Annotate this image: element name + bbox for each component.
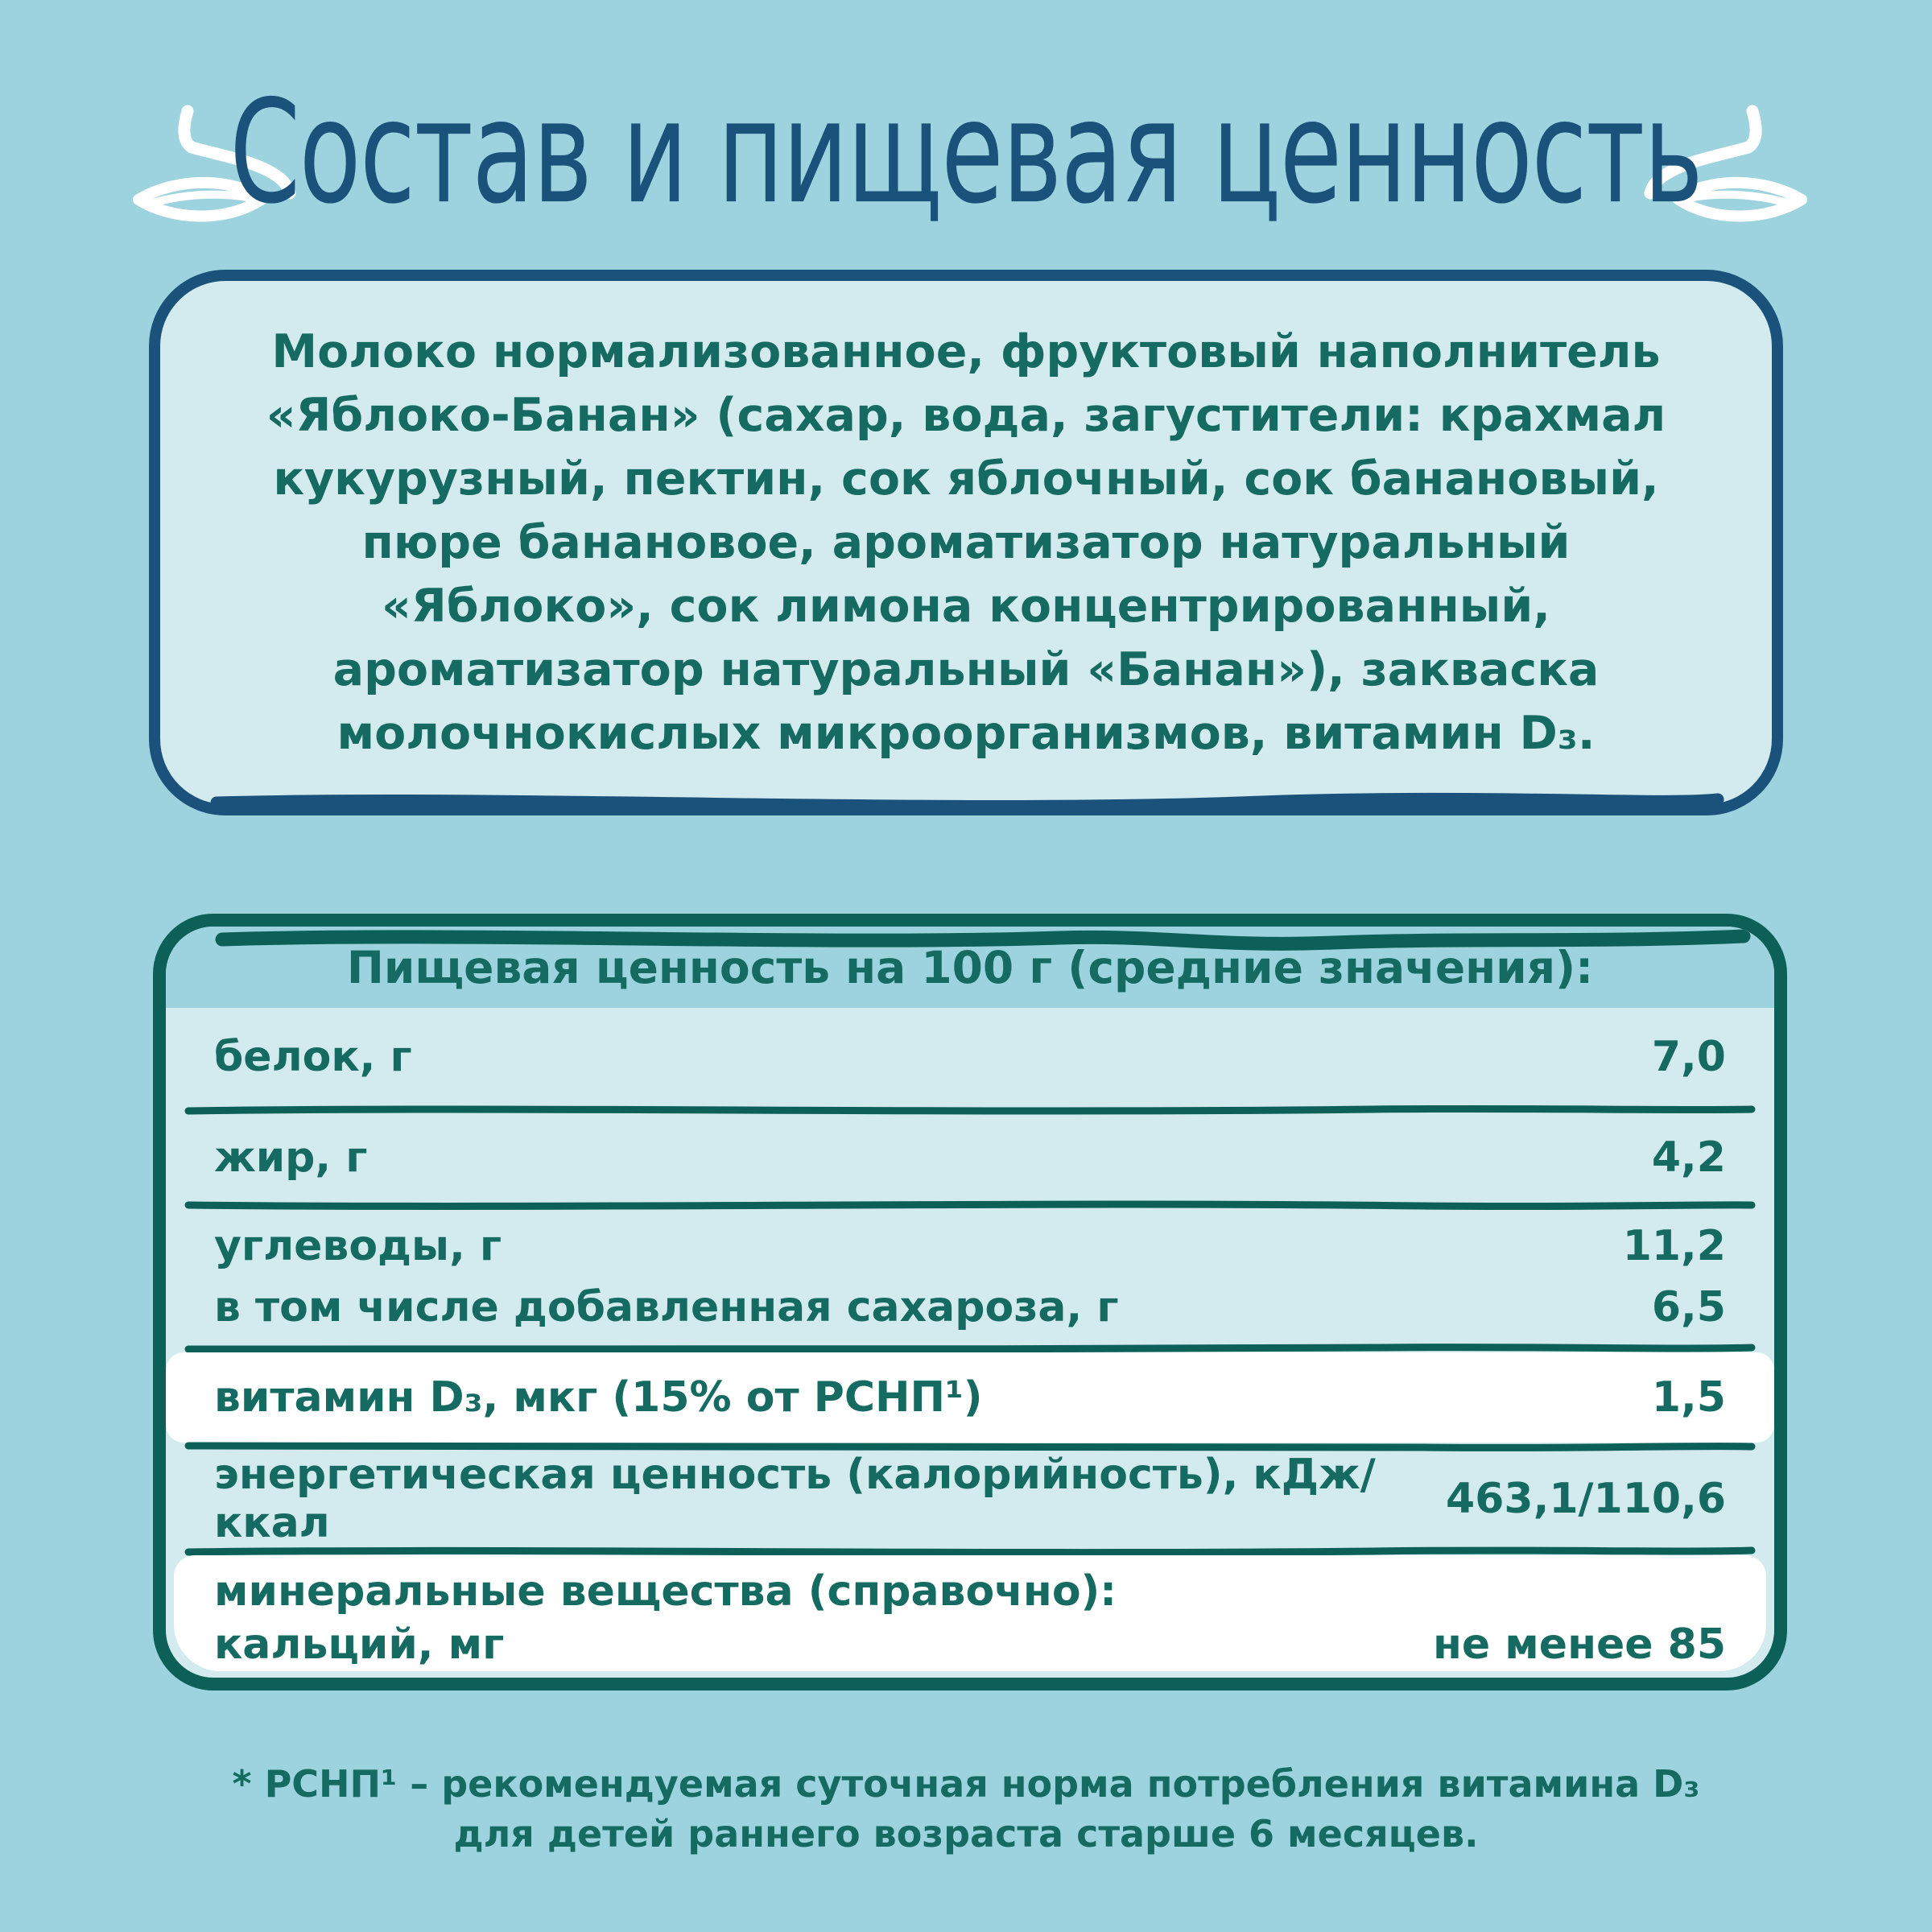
table-row	[166, 1451, 1774, 1547]
page-title: Состав и пищевая ценность	[229, 70, 1703, 236]
ingredients-line: «Яблоко», сок лимона концентрированный,	[382, 579, 1550, 633]
row-value: 7,0	[1651, 1033, 1726, 1081]
row-value: 4,2	[1651, 1133, 1726, 1182]
row-divider	[166, 1443, 1774, 1451]
highlight-row-minerals	[174, 1555, 1766, 1671]
hand-drawn-border-wave	[192, 790, 1738, 817]
highlight-row-vitamin-d	[166, 1352, 1774, 1443]
footnote-line: * РСНП¹ – рекомендуемая суточная норма потребления витамина D₃	[232, 1762, 1700, 1806]
footnote-line: для детей раннего возраста старше 6 месяцев.	[453, 1812, 1479, 1856]
table-row	[166, 1008, 1774, 1106]
row-value: 463,1/110,6	[1446, 1475, 1726, 1523]
row-label: энергетическая ценность (калорийность), кДж/ккал	[214, 1451, 1376, 1547]
nutrition-table-title: Пищевая ценность на 100 г (средние значения):	[166, 927, 1774, 1008]
table-row	[166, 1209, 1774, 1344]
footnote	[0, 1759, 1932, 1859]
row-label: белок, г	[214, 1033, 412, 1081]
ingredients-line: «Яблоко-Банан» (сахар, вода, загустители: крахмал	[266, 388, 1666, 442]
ingredients-card	[149, 270, 1783, 815]
row-divider	[166, 1547, 1774, 1555]
ingredients-line: молочнокислых микроорганизмов, витамин D₃.	[336, 706, 1596, 760]
header	[0, 48, 1932, 258]
row-label: витамин D₃, мкг (15% от РСНП¹)	[214, 1373, 983, 1422]
row-divider	[166, 1344, 1774, 1352]
row-label: жир, г	[214, 1133, 368, 1182]
row-value: 6,5	[1651, 1283, 1726, 1331]
row-value: не менее 85	[1433, 1620, 1726, 1669]
table-row	[166, 1114, 1774, 1201]
ingredients-line: ароматизатор натуральный «Банан»), закваска	[332, 642, 1600, 696]
row-label: в том числе добавленная сахароза, г	[214, 1283, 1119, 1331]
ingredients-line: пюре банановое, ароматизатор натуральный	[361, 515, 1571, 569]
nutrition-table-card	[153, 914, 1787, 1690]
row-value: 1,5	[1651, 1373, 1726, 1422]
row-divider	[166, 1106, 1774, 1114]
row-label: углеводы, г	[214, 1222, 502, 1270]
ingredients-line: Молоко нормализованное, фруктовый наполнитель	[271, 324, 1661, 378]
ingredients-line: кукурузный, пектин, сок яблочный, сок банановый,	[273, 452, 1659, 506]
row-divider	[166, 1201, 1774, 1209]
row-value: 11,2	[1622, 1222, 1726, 1270]
row-label: минеральные вещества (справочно):	[214, 1567, 1117, 1616]
row-label: кальций, мг	[214, 1620, 505, 1669]
